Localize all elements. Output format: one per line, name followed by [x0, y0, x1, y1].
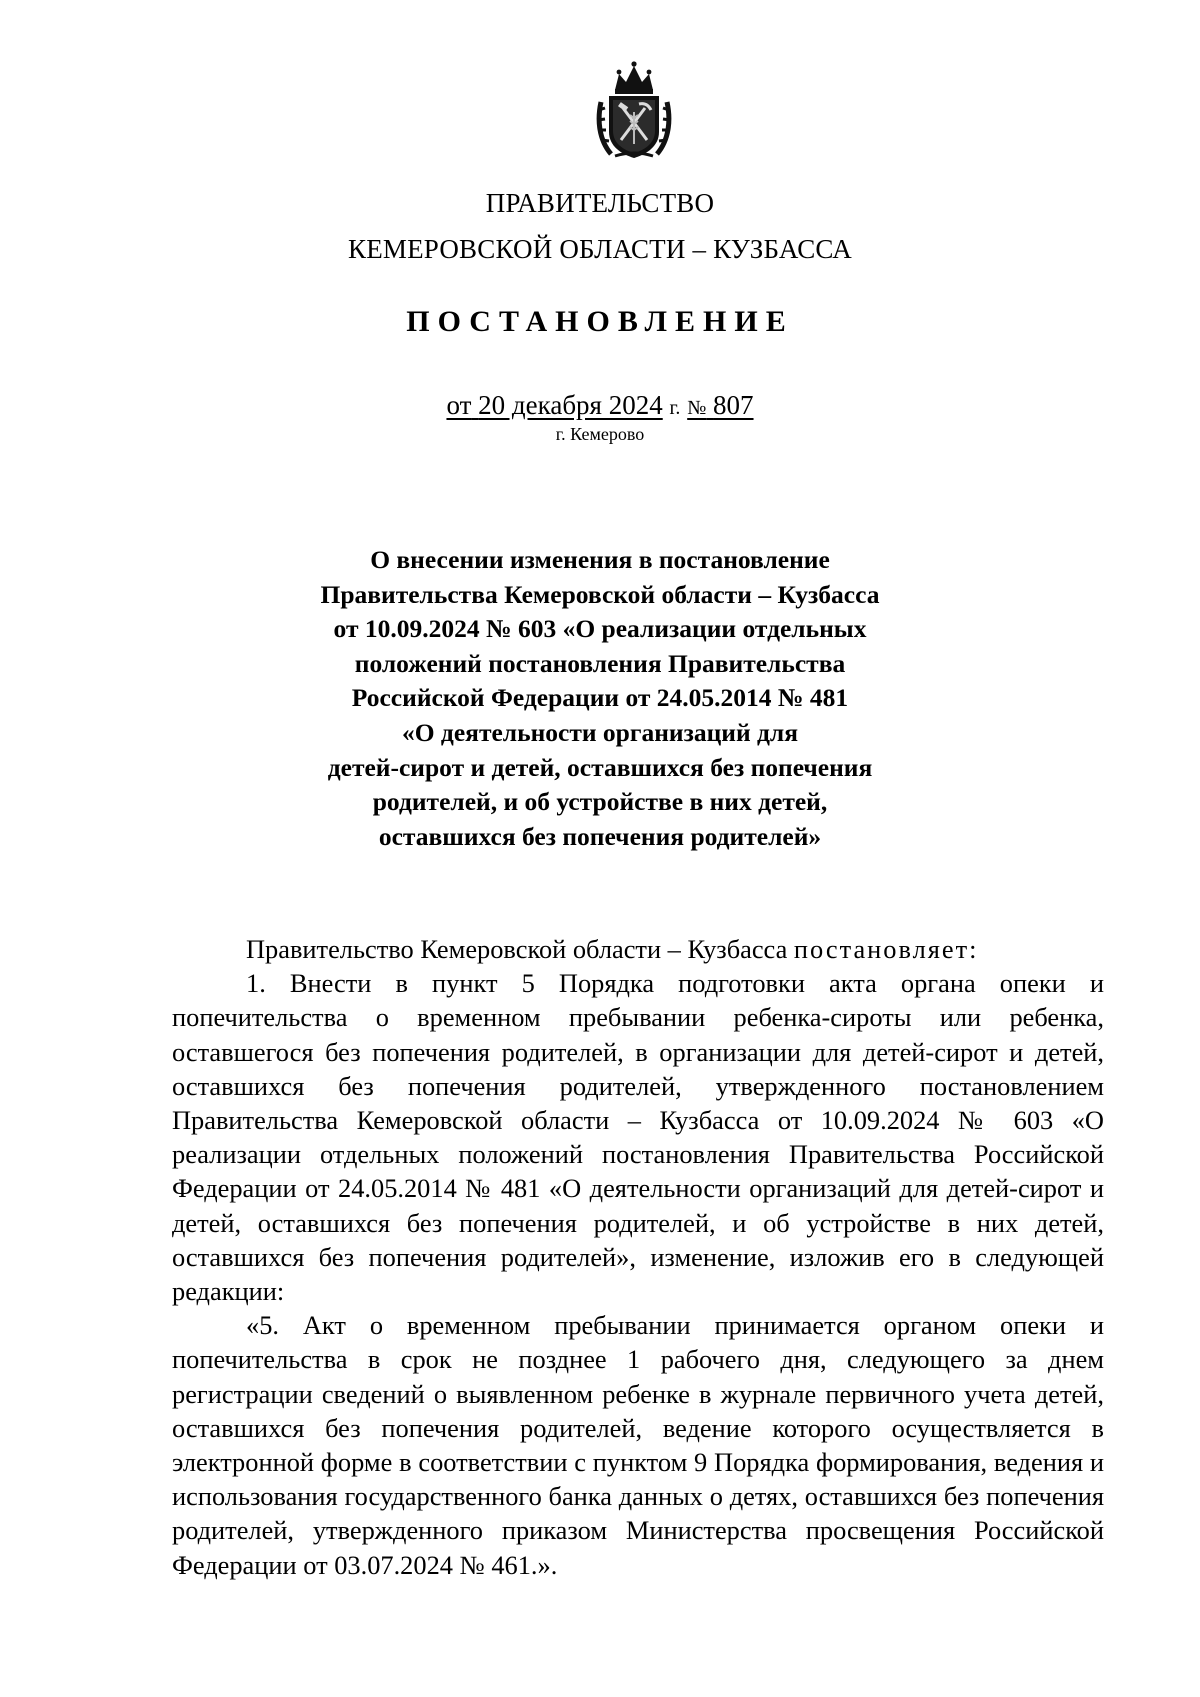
coat-of-arms-icon: [593, 60, 675, 162]
date-prefix: от: [446, 390, 472, 420]
title-line: от 10.09.2024 № 603 «О реализации отдельных: [333, 614, 867, 644]
intro-text: Правительство Кемеровской области – Кузбасса: [246, 934, 788, 964]
city: г. Кемерово: [555, 424, 645, 444]
number-value: 807: [713, 390, 754, 420]
document-number: [687, 390, 753, 420]
title-line: родителей, и об устройстве в них детей,: [372, 787, 828, 817]
org-name-line-2: КЕМЕРОВСКОЙ ОБЛАСТИ – КУЗБАССА: [348, 234, 852, 264]
title-line: Правительства Кемеровской области – Кузбасса: [320, 579, 880, 609]
document-title: [0, 543, 1200, 854]
number-sign: №: [687, 397, 707, 419]
paragraph-2: «5. Акт о временном пребывании принимается органом опеки и попечительства в срок не позднее 1 рабочего дня, следующего за днем регистрации сведений о выявленном ребенке в журнале первичного учета детей, оставшихся без попечения родителей, ведение которого осуществляется в электронной форме в соответствии с пунктом 9 Порядка формирования, ведения и использования государственного банка данных о детях, оставшихся без попечения родителей, утвержденного приказом Министерства просвещения Российской Федерации от 03.07.2024 № 461.».: [172, 1310, 1104, 1580]
date-value: [446, 390, 662, 420]
document-type: ПОСТАНОВЛЕНИЕ: [406, 305, 794, 338]
date-number-line: [0, 390, 1200, 421]
title-line: детей-сирот и детей, оставшихся без попечения: [327, 752, 873, 782]
paragraph-1: 1. Внести в пункт 5 Порядка подготовки акта органа опеки и попечительства о временном пребывании ребенка-сироты или ребенка, оставшегося без попечения родителей, в организации для детей-сирот и детей, оставшихся без попечения родителей, утвержденного постановлением Правительства Кемеровской области – Кузбасса от 10.09.2024 № 603 «О реализации отдельных положений постановления Правительства Российской Федерации от 24.05.2014 № 481 «О деятельности организаций для детей-сирот и детей, оставшихся без попечения родителей, и об устройстве в них детей, оставшихся без попечения родителей», изменение, изложив его в следующей редакции:: [172, 968, 1104, 1307]
org-name-line-1: ПРАВИТЕЛЬСТВО: [485, 188, 715, 218]
title-line: О внесении изменения в постановление: [370, 545, 830, 574]
title-line: оставшихся без попечения родителей»: [378, 821, 822, 851]
title-line: положений постановления Правительства: [354, 648, 846, 678]
intro-verb: постановляет:: [793, 934, 979, 964]
date-text: 20 декабря 2024: [478, 390, 663, 420]
title-line: «О деятельности организаций для: [401, 717, 799, 747]
intro-paragraph: [172, 932, 1104, 966]
title-line: Российской Федерации от 24.05.2014 № 481: [351, 683, 849, 713]
document-body: [172, 932, 1104, 1582]
year-suffix: г.: [669, 397, 681, 419]
